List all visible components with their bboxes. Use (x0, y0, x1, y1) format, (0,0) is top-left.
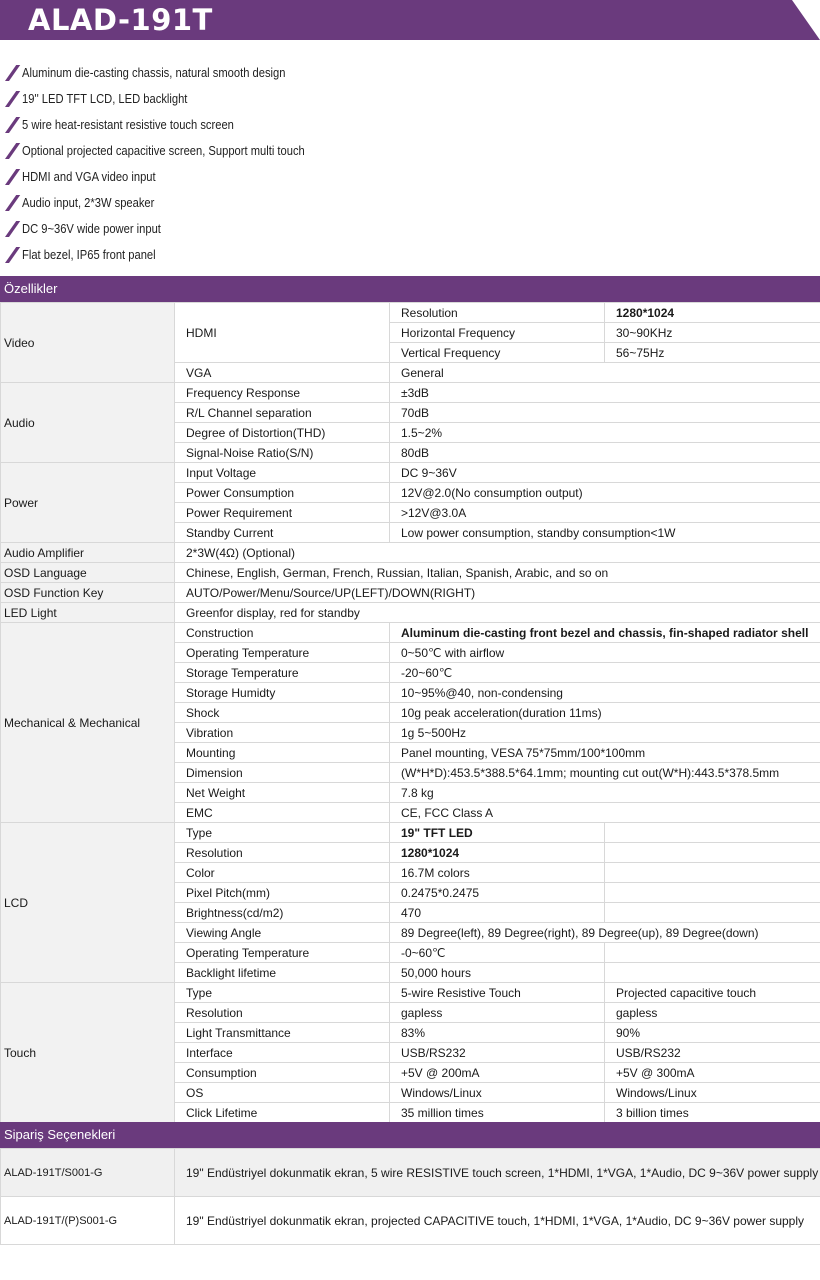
spec-key: Light Transmittance (175, 1023, 390, 1043)
order-table (0, 1148, 820, 1245)
table-row (1, 563, 820, 583)
order-section-title: Sipariş Seçenekleri (4, 1127, 116, 1142)
spec-key: Resolution (390, 303, 605, 323)
spec-key: Backlight lifetime (175, 963, 390, 983)
spec-value: +5V @ 200mA (390, 1063, 605, 1083)
group-label: Video (1, 303, 175, 383)
spec-value: 30~90KHz (605, 323, 820, 343)
spec-key: Shock (175, 703, 390, 723)
spec-value-alt: USB/RS232 (605, 1043, 820, 1063)
spec-value: 10g peak acceleration(duration 11ms) (390, 703, 820, 723)
spec-value: 0~50℃ with airflow (390, 643, 820, 663)
spec-key: Type (175, 983, 390, 1003)
order-row (1, 1197, 820, 1245)
spec-value: 5-wire Resistive Touch (390, 983, 605, 1003)
group-label: OSD Language (1, 563, 175, 583)
spec-value: 1280*1024 (390, 843, 605, 863)
spec-value: 10~95%@40, non-condensing (390, 683, 820, 703)
spec-key: Power Consumption (175, 483, 390, 503)
spec-key: Operating Temperature (175, 643, 390, 663)
spec-key: Dimension (175, 763, 390, 783)
feature-item: 5 wire heat-resistant resistive touch screen (22, 117, 234, 132)
spec-value: 19" TFT LED (390, 823, 605, 843)
table-row (1, 583, 820, 603)
spec-key: Storage Temperature (175, 663, 390, 683)
spec-value: Chinese, English, German, French, Russian, Italian, Spanish, Arabic, and so on (175, 563, 820, 583)
spec-value: Aluminum die-casting front bezel and chassis, fin-shaped radiator shell (390, 623, 820, 643)
spec-value: USB/RS232 (390, 1043, 605, 1063)
feature-item: Optional projected capacitive screen, Support multi touch (22, 143, 305, 158)
spec-key: HDMI (175, 303, 390, 363)
group-label: Touch (1, 983, 175, 1123)
feature-item: Aluminum die-casting chassis, natural smooth design (22, 65, 286, 80)
spec-value: 16.7M colors (390, 863, 605, 883)
spec-value: -0~60℃ (390, 943, 605, 963)
spec-value: >12V@3.0A (390, 503, 820, 523)
spec-value-alt: 3 billion times (605, 1103, 820, 1123)
empty-cell (605, 903, 820, 923)
table-row (1, 463, 820, 483)
spec-value: 0.2475*0.2475 (390, 883, 605, 903)
spec-value-alt: Windows/Linux (605, 1083, 820, 1103)
spec-value: 80dB (390, 443, 820, 463)
spec-value: DC 9~36V (390, 463, 820, 483)
banner-corner-cut (792, 0, 820, 40)
spec-key: Power Requirement (175, 503, 390, 523)
table-row (1, 543, 820, 563)
spec-key: Mounting (175, 743, 390, 763)
order-section-header (0, 1122, 820, 1148)
feature-item: Flat bezel, IP65 front panel (22, 247, 156, 262)
spec-key: VGA (175, 363, 390, 383)
specs-section-title: Özellikler (4, 281, 58, 296)
order-code: ALAD-191T/S001-G (1, 1149, 175, 1197)
empty-cell (605, 943, 820, 963)
spec-value-alt: Projected capacitive touch (605, 983, 820, 1003)
spec-value: ±3dB (390, 383, 820, 403)
spec-value: Low power consumption, standby consumption<1W (390, 523, 820, 543)
spec-key: R/L Channel separation (175, 403, 390, 423)
spec-key: Input Voltage (175, 463, 390, 483)
spec-value: -20~60℃ (390, 663, 820, 683)
group-label: Audio (1, 383, 175, 463)
spec-value: 50,000 hours (390, 963, 605, 983)
spec-value: AUTO/Power/Menu/Source/UP(LEFT)/DOWN(RIGHT) (175, 583, 820, 603)
table-row (1, 383, 820, 403)
spec-value: 70dB (390, 403, 820, 423)
group-label: OSD Function Key (1, 583, 175, 603)
order-code: ALAD-191T/(P)S001-G (1, 1197, 175, 1245)
spec-value: General (390, 363, 820, 383)
table-row (1, 603, 820, 623)
feature-item: 19'' LED TFT LCD, LED backlight (22, 91, 188, 106)
spec-value-alt: gapless (605, 1003, 820, 1023)
spec-value: 7.8 kg (390, 783, 820, 803)
empty-cell (605, 823, 820, 843)
feature-item: DC 9~36V wide power input (22, 221, 161, 236)
feature-list (0, 60, 820, 268)
spec-value: 89 Degree(left), 89 Degree(right), 89 Degree(up), 89 Degree(down) (390, 923, 820, 943)
spec-value: 1g 5~500Hz (390, 723, 820, 743)
group-label: LCD (1, 823, 175, 983)
table-row (1, 823, 820, 843)
spec-key: Frequency Response (175, 383, 390, 403)
spec-value: 35 million times (390, 1103, 605, 1123)
table-row (1, 303, 820, 323)
empty-cell (605, 963, 820, 983)
product-title: ALAD-191T (28, 3, 213, 37)
spec-key: Construction (175, 623, 390, 643)
feature-item: Audio input, 2*3W speaker (22, 195, 155, 210)
spec-key: Operating Temperature (175, 943, 390, 963)
spec-value: 12V@2.0(No consumption output) (390, 483, 820, 503)
spec-value: Windows/Linux (390, 1083, 605, 1103)
spec-key: Resolution (175, 1003, 390, 1023)
spec-key: OS (175, 1083, 390, 1103)
group-label: Power (1, 463, 175, 543)
table-row (1, 623, 820, 643)
spec-table (0, 302, 820, 1123)
table-row (1, 983, 820, 1003)
spec-key: Vertical Frequency (390, 343, 605, 363)
order-description: 19" Endüstriyel dokunmatik ekran, projected CAPACITIVE touch, 1*HDMI, 1*VGA, 1*Audio, DC 9~36V power supply (175, 1197, 820, 1245)
spec-key: Degree of Distortion(THD) (175, 423, 390, 443)
spec-key: Pixel Pitch(mm) (175, 883, 390, 903)
spec-key: Storage Humidty (175, 683, 390, 703)
spec-key: Standby Current (175, 523, 390, 543)
spec-value: 2*3W(4Ω) (Optional) (175, 543, 820, 563)
spec-value: Greenfor display, red for standby (175, 603, 820, 623)
spec-value: 1280*1024 (605, 303, 820, 323)
spec-key: Interface (175, 1043, 390, 1063)
empty-cell (605, 883, 820, 903)
spec-value: gapless (390, 1003, 605, 1023)
spec-value: CE, FCC Class A (390, 803, 820, 823)
spec-value-alt: 90% (605, 1023, 820, 1043)
spec-key: Vibration (175, 723, 390, 743)
spec-value: 1.5~2% (390, 423, 820, 443)
spec-key: Color (175, 863, 390, 883)
empty-cell (605, 863, 820, 883)
group-label: Audio Amplifier (1, 543, 175, 563)
spec-key: Type (175, 823, 390, 843)
spec-value: 56~75Hz (605, 343, 820, 363)
order-row (1, 1149, 820, 1197)
spec-value: Panel mounting, VESA 75*75mm/100*100mm (390, 743, 820, 763)
spec-key: Viewing Angle (175, 923, 390, 943)
spec-value-alt: +5V @ 300mA (605, 1063, 820, 1083)
order-description: 19" Endüstriyel dokunmatik ekran, 5 wire RESISTIVE touch screen, 1*HDMI, 1*VGA, 1*Audio, DC 9~36V power supply (175, 1149, 820, 1197)
group-label: Mechanical & Mechanical (1, 623, 175, 823)
feature-item: HDMI and VGA video input (22, 169, 156, 184)
spec-key: Horizontal Frequency (390, 323, 605, 343)
title-banner (0, 0, 820, 40)
spec-key: Resolution (175, 843, 390, 863)
specs-section-header (0, 276, 820, 302)
spec-key: EMC (175, 803, 390, 823)
spec-value: 83% (390, 1023, 605, 1043)
spec-key: Signal-Noise Ratio(S/N) (175, 443, 390, 463)
spec-key: Brightness(cd/m2) (175, 903, 390, 923)
spec-key: Consumption (175, 1063, 390, 1083)
group-label: LED Light (1, 603, 175, 623)
spec-value: (W*H*D):453.5*388.5*64.1mm; mounting cut out(W*H):443.5*378.5mm (390, 763, 820, 783)
spec-key: Click Lifetime (175, 1103, 390, 1123)
spec-value: 470 (390, 903, 605, 923)
spec-key: Net Weight (175, 783, 390, 803)
empty-cell (605, 843, 820, 863)
